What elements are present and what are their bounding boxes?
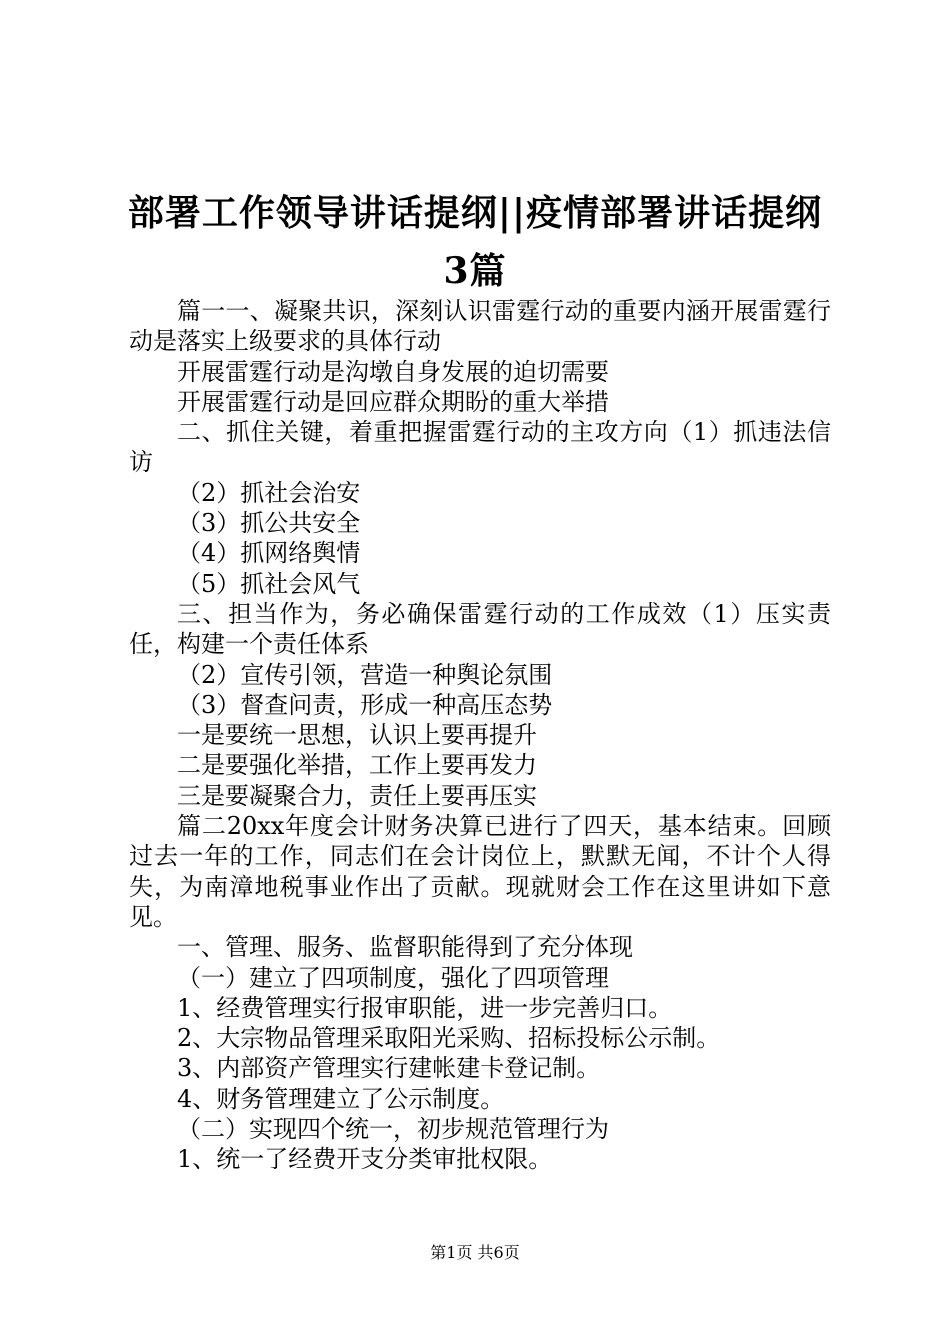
paragraph: 2、大宗物品管理采取阳光采购、招标投标公示制。: [177, 1024, 721, 1053]
paragraph: 开展雷霆行动是沟墩自身发展的迫切需要: [177, 357, 609, 386]
paragraph: 二、抓住关键，着重把握雷霆行动的主攻方向（1）抓违法信访: [129, 418, 831, 477]
paragraph: 篇一一、凝聚共识，深刻认识雷霆行动的重要内涵开展雷霆行动是落实上级要求的具体行动: [129, 297, 831, 356]
paragraph: 开展雷霆行动是回应群众期盼的重大举措: [177, 387, 609, 416]
paragraph: （2）抓社会治安: [177, 478, 361, 507]
paragraph: （一）建立了四项制度，强化了四项管理: [177, 963, 609, 992]
paragraph: （2）宣传引领，营造一种舆论氛围: [177, 660, 553, 689]
paragraph: 1、经费管理实行报审职能，进一步完善归口。: [177, 993, 673, 1022]
paragraph: （3）抓公共安全: [177, 509, 361, 538]
page-footer: 第1页 共6页: [430, 1243, 520, 1262]
document-title: 部署工作领导讲话提纲||疫情部署讲话提纲3篇: [127, 192, 823, 292]
paragraph: （5）抓社会风气: [177, 569, 361, 598]
paragraph: （4）抓网络舆情: [177, 539, 361, 568]
paragraph: 一、管理、服务、监督职能得到了充分体现: [177, 933, 633, 962]
paragraph: （二）实现四个统一，初步规范管理行为: [177, 1115, 609, 1144]
paragraph: 三、担当作为，务必确保雷霆行动的工作成效（1）压实责任，构建一个责任体系: [129, 599, 831, 659]
paragraph: 一是要统一思想，认识上要再提升: [177, 721, 537, 750]
paragraph: 篇二20xx年度会计财务决算已进行了四天，基本结束。回顾过去一年的工作，同志们在会计岗位上，默默无闻，不计个人得失，为南漳地税事业作出了贡献。现就财会工作在这里讲如下意见。: [129, 812, 831, 931]
document-body: [129, 296, 831, 1175]
paragraph: 3、内部资产管理实行建帐建卡登记制。: [177, 1054, 601, 1083]
paragraph: 三是要凝聚合力，责任上要再压实: [177, 781, 537, 810]
paragraph: （3）督查问责，形成一种高压态势: [177, 690, 553, 719]
paragraph: 4、财务管理建立了公示制度。: [177, 1084, 505, 1113]
paragraph: 1、统一了经费开支分类审批权限。: [177, 1145, 553, 1174]
paragraph: 二是要强化举措，工作上要再发力: [177, 751, 537, 780]
